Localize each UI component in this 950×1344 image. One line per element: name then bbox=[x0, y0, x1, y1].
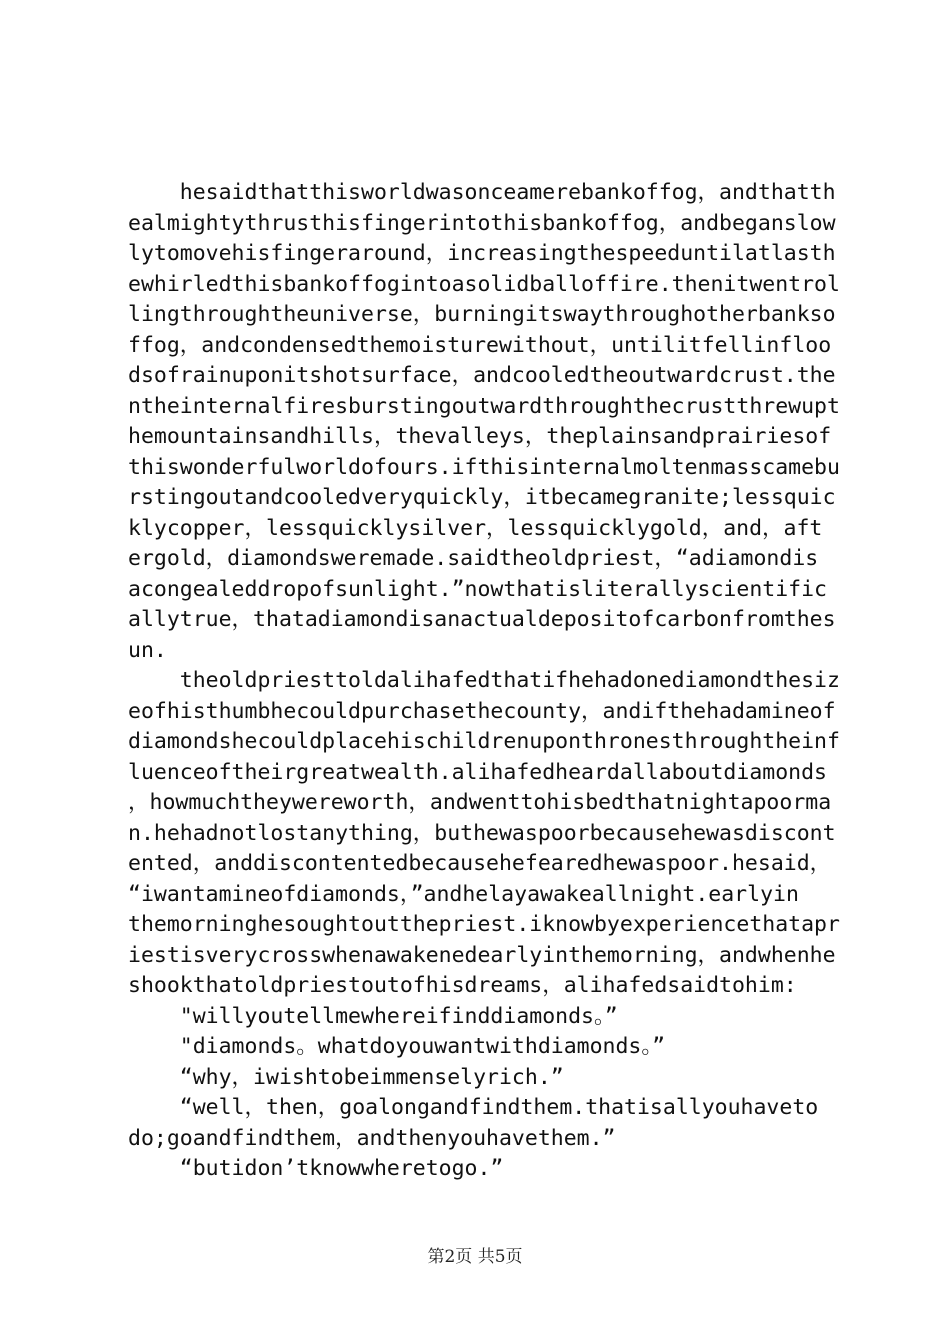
text-line: diamondshecouldplacehischildrenuponthronesthroughtheinf bbox=[128, 729, 840, 754]
text-line: lytomovehisfingeraround，increasingthespeeduntilatlasth bbox=[128, 241, 836, 266]
text-line: lingthroughtheuniverse，burningitswaythroughotherbankso bbox=[128, 302, 836, 327]
body-text bbox=[128, 178, 838, 1185]
text-line: luenceoftheirgreatwealth.alihafedheardallaboutdiamonds bbox=[128, 759, 827, 785]
text-line: theoldpriesttoldalihafedthatifhehadonediamondthesiz bbox=[128, 668, 840, 693]
text-line: un. bbox=[128, 637, 167, 663]
text-line: ，howmuchtheywereworth，andwenttohisbedthatnightapoorma bbox=[128, 790, 832, 815]
text-line: rstingoutandcooledveryquickly，itbecamegranite;lessquic bbox=[128, 485, 836, 510]
text-line: iestisverycrosswhenawakenedearlyinthemorning，andwhenhe bbox=[128, 942, 836, 968]
text-line: “why，iwishtobeimmenselyrich.” bbox=[128, 1064, 564, 1090]
text-line: “butidon’tknowwheretogo.” bbox=[128, 1156, 504, 1181]
text-line: eofhisthumbhecouldpurchasethecounty，andifthehadamineof bbox=[128, 698, 836, 724]
text-line: ealmightythrusthisfingerintothisbankoffog，andbeganslow bbox=[128, 210, 836, 236]
text-line: “iwantamineofdiamonds，”andhelayawakeallnight.earlyin bbox=[128, 881, 799, 907]
text-line: shookthatoldpriestoutofhisdreams，alihafedsaidtohim: bbox=[128, 973, 797, 998]
text-line: hesaidthatthisworldwasonceamerebankoffog，andthatth bbox=[128, 180, 836, 205]
text-line: ewhirledthisbankoffogintoasolidballoffire.thenitwentrol bbox=[128, 271, 840, 297]
text-line: ergold，diamondsweremade.saidtheoldpriest，“adiamondis bbox=[128, 546, 819, 571]
text-line: dsofrainuponitshotsurface，andcooledtheoutwardcrust.the bbox=[128, 363, 836, 388]
text-line: n.hehadnotlostanything，buthewaspoorbecausehewasdiscont bbox=[128, 820, 836, 846]
text-line: ntheinternalfiresburstingoutwardthroughthecrustthrewupt bbox=[128, 393, 840, 419]
text-line: themorninghesoughtoutthepriest.iknowbyexperiencethatapr bbox=[128, 912, 840, 937]
text-line: ented，anddiscontentedbecausehefearedhewaspoor.hesaid， bbox=[128, 851, 832, 876]
text-line: klycopper，lessquicklysilver，lessquicklygold，and，aft bbox=[128, 515, 823, 541]
text-line: allytrue，thatadiamondisanactualdepositofcarbonfromthes bbox=[128, 607, 836, 632]
text-line: ffog，andcondensedthemoisturewithout，untilitfellinfloo bbox=[128, 332, 832, 358]
text-line: thiswonderfulworldofours.ifthisinternalmoltenmasscamebu bbox=[128, 454, 840, 480]
text-line: acongealeddropofsunlight.”nowthatisliterallyscientific bbox=[128, 576, 827, 602]
text-line: do;goandfindthem，andthenyouhavethem.” bbox=[128, 1125, 616, 1151]
text-line: "willyoutellmewhereifinddiamonds。” bbox=[128, 1003, 618, 1029]
text-line: hemountainsandhills，thevalleys，theplainsandprairiesof bbox=[128, 424, 832, 449]
text-line: "diamonds。whatdoyouwantwithdiamonds。” bbox=[128, 1034, 666, 1059]
page-number-footer: 第2页 共5页 bbox=[427, 1247, 523, 1267]
text-line: “well，then，goalongandfindthem.thatisallyouhaveto bbox=[128, 1095, 819, 1120]
